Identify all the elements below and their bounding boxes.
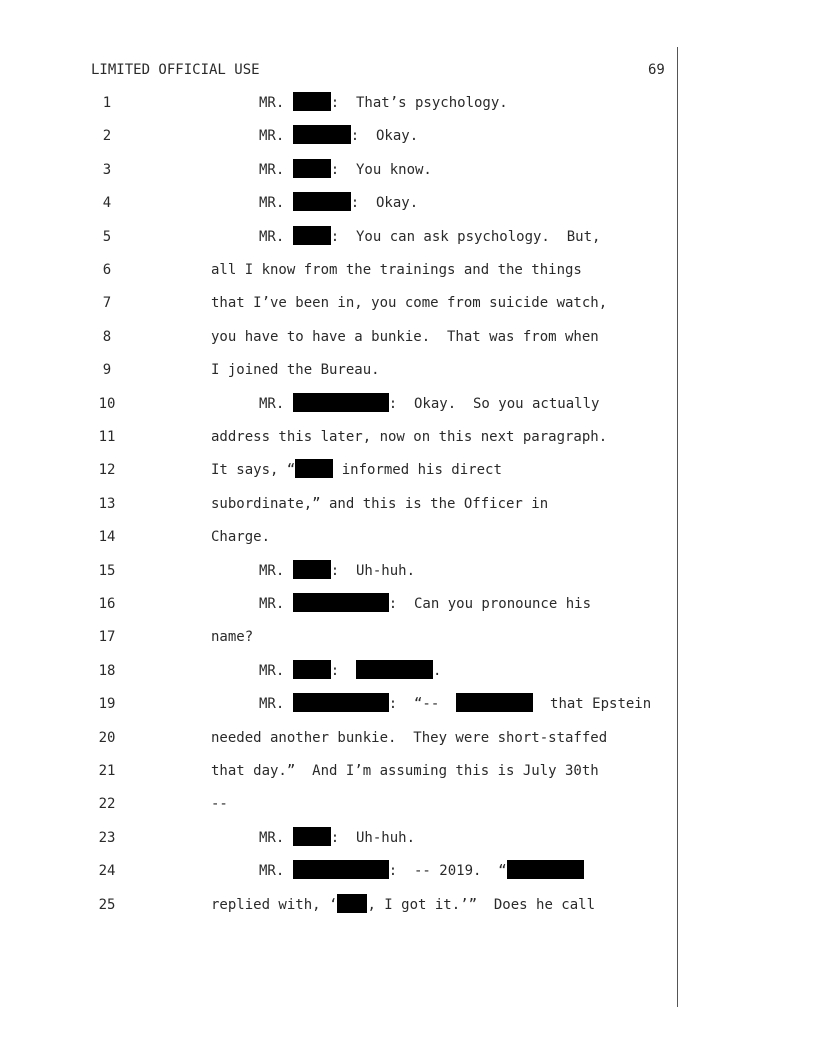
transcript-line [0,626,816,648]
transcript-line [0,894,816,916]
line-number: 8 [102,328,112,345]
redaction-box [295,459,333,478]
line-text: MR. : -- 2019. “ [259,860,584,882]
transcript-line [0,860,816,882]
line-number: 10 [98,395,116,412]
transcript-line [0,292,816,314]
line-number: 19 [98,696,116,713]
page-header: LIMITED OFFICIAL USE [91,62,260,78]
redaction-box [293,192,351,211]
line-number: 17 [98,629,116,646]
line-number: 4 [102,195,112,212]
redaction-box [293,660,331,679]
line-text: name? [211,629,254,646]
line-text: MR. : . [259,660,441,682]
redaction-box [293,827,331,846]
line-number: 7 [102,295,112,312]
redaction-box [293,693,389,712]
line-text: replied with, ‘ , I got it.’” Does he call [211,894,595,916]
redaction-box [293,226,331,245]
line-number: 22 [98,796,116,813]
line-text: It says, “ informed his direct [211,459,502,481]
line-text: MR. : “-- that Epstein [259,693,651,715]
redaction-box [293,125,351,144]
transcript-line [0,359,816,381]
line-text: MR. : That’s psychology. [259,92,508,114]
transcript-line [0,92,816,114]
line-number: 21 [98,763,116,779]
redaction-box [507,860,584,879]
line-number: 20 [98,729,116,746]
line-number: 5 [102,228,112,245]
transcript-line [0,593,816,615]
line-number: 18 [98,662,116,679]
transcript-line [0,827,816,849]
redaction-box [293,92,331,111]
transcript-line [0,192,816,214]
line-number: 2 [102,128,112,145]
redaction-box [356,660,433,679]
redaction-box [293,860,389,879]
line-text: MR. : Okay. [259,192,418,214]
transcript-line [0,693,816,715]
line-number: 11 [98,429,116,445]
line-text: needed another bunkie. They were short-staffed [211,729,608,746]
line-number: 24 [98,863,116,880]
transcript-line [0,393,816,415]
transcript-line [0,326,816,348]
redaction-box [293,593,389,612]
redaction-box [293,393,389,412]
redaction-box [337,894,367,913]
redaction-box [293,159,331,178]
transcript-line [0,727,816,749]
line-text: MR. : You know. [259,159,432,181]
line-text: I joined the Bureau. [211,362,380,379]
transcript-line [0,660,816,682]
transcript-line [0,793,816,815]
line-text: you have to have a bunkie. That was from when [211,328,599,345]
transcript-line [0,526,816,548]
line-text: that day.” And I’m assuming this is July 30th [211,763,599,779]
line-text: all I know from the trainings and the things [211,262,582,278]
line-text: MR. : Uh-huh. [259,560,415,582]
line-text: MR. : Okay. So you actually [259,393,599,415]
transcript-line [0,426,816,448]
line-text: MR. : Okay. [259,125,418,147]
line-text: that I’ve been in, you come from suicide watch, [211,295,608,312]
line-number: 15 [98,562,116,579]
line-text: subordinate,” and this is the Officer in [211,495,549,512]
line-text: MR. : Can you pronounce his [259,593,591,615]
line-text: -- [211,796,228,813]
transcript-line [0,459,816,481]
line-text: Charge. [211,529,271,546]
transcript-line [0,159,816,181]
page-number: 69 [648,62,665,78]
transcript-line [0,760,816,782]
line-number: 6 [102,262,112,278]
line-text: MR. : Uh-huh. [259,827,415,849]
transcript-line [0,560,816,582]
line-number: 16 [98,596,116,612]
line-number: 9 [102,362,112,379]
line-number: 23 [98,829,116,846]
line-number: 25 [98,896,116,913]
redaction-box [456,693,533,712]
line-text: MR. : You can ask psychology. But, [259,226,600,248]
line-number: 12 [98,462,116,479]
line-number: 13 [98,495,116,512]
line-number: 1 [102,95,112,111]
line-number: 14 [98,529,116,546]
redaction-box [293,560,331,579]
transcript-line [0,226,816,248]
transcript-line [0,125,816,147]
line-text: address this later, now on this next paragraph. [211,429,608,445]
transcript-line [0,259,816,281]
transcript-line [0,493,816,515]
line-number: 3 [102,161,112,178]
